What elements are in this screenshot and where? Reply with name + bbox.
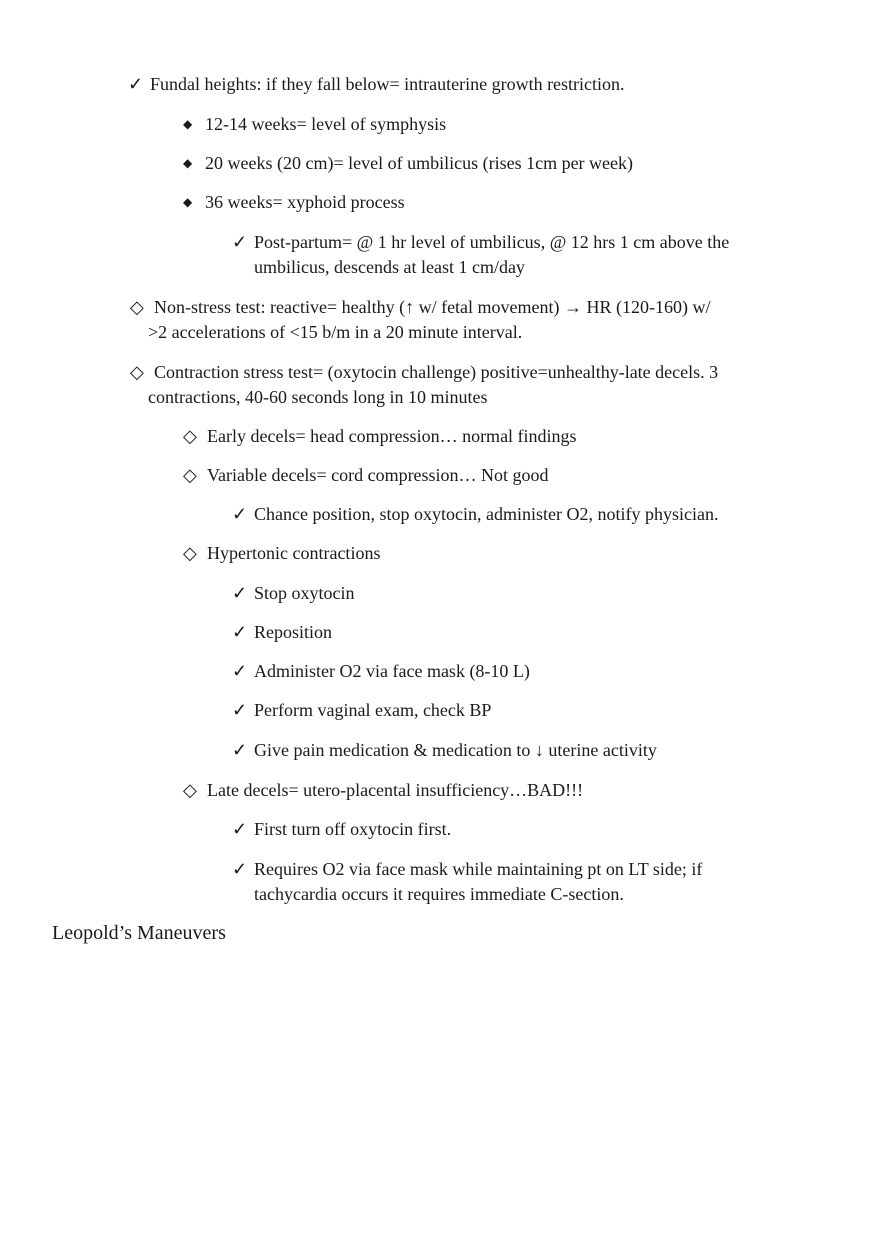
list-item-non-stress-test [130, 295, 711, 345]
list-item [232, 502, 718, 527]
check-mark-icon: ✓ [232, 859, 248, 879]
list-item-hypertonic-contractions [183, 541, 380, 566]
diamond-bullet-icon: ◆ [183, 117, 193, 131]
check-mark-icon: ✓ [232, 232, 248, 252]
list-item-text: Late decels= utero-placental insufficiency…BAD!!! [207, 780, 584, 800]
list-item-variable-decels [183, 463, 549, 488]
check-mark-icon: ✓ [232, 740, 248, 760]
hollow-diamond-icon: ◇ [130, 362, 144, 382]
list-item-text: Fundal heights: if they fall below= intrauterine growth restriction. [150, 74, 625, 94]
hollow-diamond-icon: ◇ [183, 426, 197, 446]
list-item-text: Reposition [254, 622, 333, 642]
list-item-late-decels [183, 778, 583, 803]
list-item-text: 36 weeks= xyphoid process [205, 192, 405, 212]
hollow-diamond-icon: ◇ [130, 297, 144, 317]
list-item-contraction-stress-test [130, 360, 718, 410]
hollow-diamond-icon: ◇ [183, 465, 197, 485]
list-item [183, 112, 446, 137]
list-item [232, 698, 491, 723]
list-item-text-line-2: tachycardia occurs it requires immediate C-section. [254, 884, 624, 904]
list-item [232, 620, 332, 645]
hollow-diamond-icon: ◇ [183, 543, 197, 563]
list-item-text: Administer O2 via face mask (8-10 L) [254, 661, 530, 681]
list-item-text: Early decels= head compression… normal findings [207, 426, 577, 446]
list-item [183, 151, 633, 176]
list-item-text: First turn off oxytocin first. [254, 819, 452, 839]
list-item-text-line-2: >2 accelerations of <15 b/m in a 20 minute interval. [148, 322, 523, 342]
list-item [232, 857, 702, 907]
list-item-text: Chance position, stop oxytocin, administer O2, notify physician. [254, 504, 719, 524]
list-item-text: Give pain medication & medication to ↓ uterine activity [254, 740, 657, 760]
check-mark-icon: ✓ [232, 819, 248, 839]
list-item-text-line-2: umbilicus, descends at least 1 cm/day [254, 257, 525, 277]
list-item-text: Variable decels= cord compression… Not good [207, 465, 549, 485]
list-item-text-line-1: Post-partum= @ 1 hr level of umbilicus, @ 12 hrs 1 cm above the [254, 232, 730, 252]
list-item [232, 659, 530, 684]
list-item-text-line-1: Contraction stress test= (oxytocin challenge) positive=unhealthy-late decels. 3 [154, 362, 719, 382]
list-item-text-line-1: Non-stress test: reactive= healthy (↑ w/ fetal movement) → HR (120-160) w/ [154, 297, 711, 317]
list-item-early-decels [183, 424, 577, 449]
list-item [232, 817, 451, 842]
hollow-diamond-icon: ◇ [183, 780, 197, 800]
list-item [183, 190, 405, 215]
list-item-text: Stop oxytocin [254, 583, 355, 603]
section-heading: Leopold’s Maneuvers [52, 922, 226, 944]
diamond-bullet-icon: ◆ [183, 195, 193, 209]
check-mark-icon: ✓ [232, 504, 248, 524]
check-mark-icon: ✓ [232, 622, 248, 642]
list-item-text: Perform vaginal exam, check BP [254, 700, 492, 720]
check-mark-icon: ✓ [232, 583, 248, 603]
list-item-text: 12-14 weeks= level of symphysis [205, 114, 447, 134]
list-item [232, 581, 355, 606]
list-item-text-line-1: Requires O2 via face mask while maintaining pt on LT side; if [254, 859, 703, 879]
list-item-fundal-heights [128, 72, 625, 97]
check-mark-icon: ✓ [128, 74, 144, 94]
list-item-postpartum [232, 230, 729, 280]
check-mark-icon: ✓ [232, 700, 248, 720]
list-item [232, 738, 657, 763]
list-item-text-line-2: contractions, 40-60 seconds long in 10 minutes [148, 387, 488, 407]
check-mark-icon: ✓ [232, 661, 248, 681]
diamond-bullet-icon: ◆ [183, 156, 193, 170]
list-item-text: Hypertonic contractions [207, 543, 381, 563]
list-item-text: 20 weeks (20 cm)= level of umbilicus (rises 1cm per week) [205, 153, 634, 173]
